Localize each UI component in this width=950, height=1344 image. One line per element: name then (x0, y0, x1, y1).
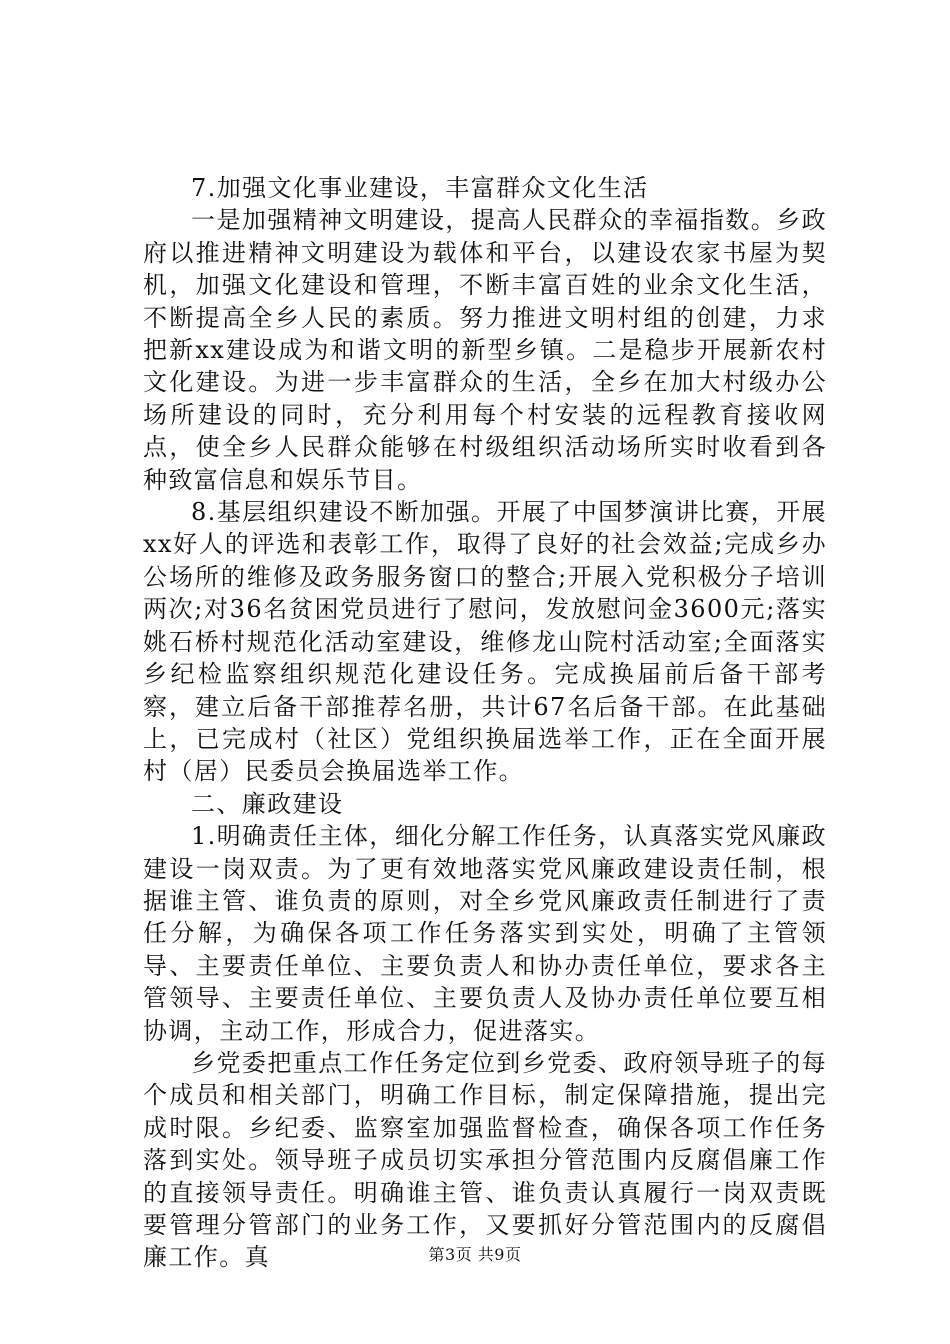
paragraph-party-committee: 乡党委把重点工作任务定位到乡党委、政府领导班子的每个成员和相关部门，明确工作目标，制定保障措施，提出完成时限。乡纪委、监察室加强监督检查，确保各项工作任务落到实处。领导班子成员切实承担分管范围内反腐倡廉工作的直接领导责任。明确谁主管、谁负责认真履行一岗双责既要管理分管部门的业务工作，又要抓好分管范围内的反腐倡廉工作。真 (143, 1048, 827, 1272)
page-number: 第3页 共9页 (428, 1245, 522, 1264)
section-heading-integrity: 二、廉政建设 (191, 789, 344, 818)
section-heading-culture: 7.加强文化事业建设，丰富群众文化生活 (191, 174, 649, 202)
paragraph-culture: 一是加强精神文明建设，提高人民群众的幸福指数。乡政府以推进精神文明建设为载体和平台，以建设农家书屋为契机，加强文化建设和管理，不断丰富百姓的业余文化生活，不断提高全乡人民的素质。努力推进文明村组的创建，力求把新xx建设成为和谐文明的新型乡镇。二是稳步开展新农村文化建设。为进一步丰富群众的生活，全乡在加大村级办公场所建设的同时，充分利用每个村安装的远程教育接收网点，使全乡人民群众能够在村级组织活动场所实时收看到各种致富信息和娱乐节目。 (143, 206, 827, 494)
paragraph-responsibility: 1.明确责任主体，细化分解工作任务，认真落实党风廉政建设一岗双责。为了更有效地落实党风廉政建设责任制，根据谁主管、谁负责的原则，对全乡党风廉政责任制进行了责任分解，为确保各项工作任务落实到实处，明确了主管领导、主要责任单位、主要负责人和协办责任单位，要求各主管领导、主要责任单位、主要负责人及协办责任单位要互相协调，主动工作，形成合力，促进落实。 (143, 822, 827, 1045)
paragraph-grassroots: 8.基层组织建设不断加强。开展了中国梦演讲比赛，开展xx好人的评选和表彰工作，取得了良好的社会效益;完成乡办公场所的维修及政务服务窗口的整合;开展入党积极分子培训两次;对36名贫困党员进行了慰问，发放慰问金3600元;落实姚石桥村规范化活动室建设，维修龙山院村活动室;全面落实乡纪检监察组织规范化建设任务。完成换届前后备干部考察，建立后备干部推荐名册，共计67名后备干部。在此基础上，已完成村（社区）党组织换届选举工作，正在全面开展村（居）民委员会换届选举工作。 (143, 498, 827, 786)
document-body (143, 172, 827, 1274)
